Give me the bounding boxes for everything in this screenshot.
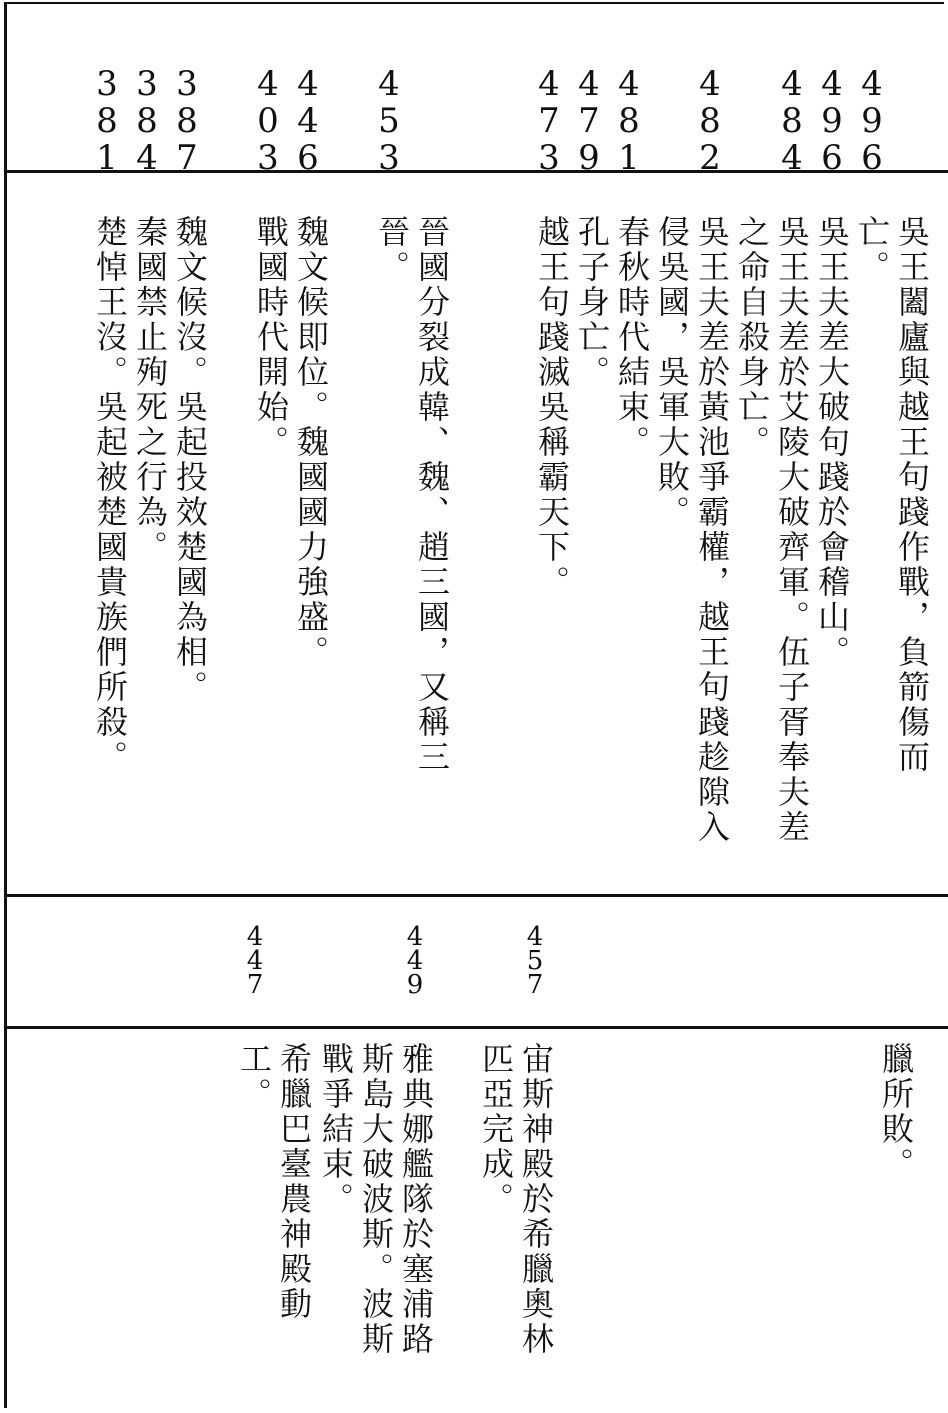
year-label: 473 xyxy=(529,64,569,175)
year-label: 387 xyxy=(167,64,207,175)
timeline-entry: 越王句踐滅吳稱霸天下。 xyxy=(533,215,571,600)
timeline-entry: 楚悼王沒。吳起被楚國貴族們所殺。 xyxy=(91,215,129,775)
timeline-entry: 孔子身亡。 xyxy=(573,215,611,390)
timeline-entry: 戰國時代開始。 xyxy=(252,215,290,460)
timeline-entry: 晉國分裂成韓、魏、趙三國，又稱三晉。 xyxy=(373,215,451,775)
year-label: 479 xyxy=(569,64,609,175)
timeline-entry: 吳王夫差於黃池爭霸權，越王句踐趁隙入侵吳國，吳軍大敗。 xyxy=(653,215,731,845)
timeline-entry: 魏文候沒。吳起投效楚國為相。 xyxy=(171,215,209,705)
timeline-entry: 希臘巴臺農神殿動工。 xyxy=(235,1042,313,1322)
timeline-entry: 秦國禁止殉死之行為。 xyxy=(131,215,169,565)
year-label: 446 xyxy=(288,64,328,175)
timeline-entry: 吳王夫差大破句踐於會稽山。 xyxy=(813,215,851,670)
timeline-entry: 雅典娜艦隊於塞浦路斯島大破波斯。波斯戰爭結束。 xyxy=(317,1042,435,1357)
year-label: 496 xyxy=(812,64,852,175)
year-label: 496 xyxy=(852,64,892,175)
year-label: 453 xyxy=(369,64,409,175)
year-label: 482 xyxy=(690,64,730,175)
timeline-entry: 宙斯神殿於希臘奧林匹亞完成。 xyxy=(477,1042,555,1357)
timeline-entry: 魏文候即位。魏國國力強盛。 xyxy=(292,215,330,670)
year-label: 449 xyxy=(400,922,430,994)
year-row-divider-lower xyxy=(4,1026,948,1029)
year-label: 457 xyxy=(520,922,550,994)
timeline-entry: 吳王夫差於艾陵大破齊軍。伍子胥奉夫差之命自殺身亡。 xyxy=(733,215,811,845)
year-label: 403 xyxy=(248,64,288,175)
year-label: 384 xyxy=(127,64,167,175)
section-divider xyxy=(4,894,948,897)
timeline-entry: 吳王闔廬與越王句踐作戰，負箭傷而亡。 xyxy=(853,215,931,775)
timeline-entry-continuation: 臘所敗。 xyxy=(877,1042,915,1182)
year-label: 381 xyxy=(87,64,127,175)
timeline-entry: 春秋時代結束。 xyxy=(613,215,651,460)
year-label: 484 xyxy=(772,64,812,175)
year-label: 447 xyxy=(240,922,270,994)
year-label: 481 xyxy=(609,64,649,175)
